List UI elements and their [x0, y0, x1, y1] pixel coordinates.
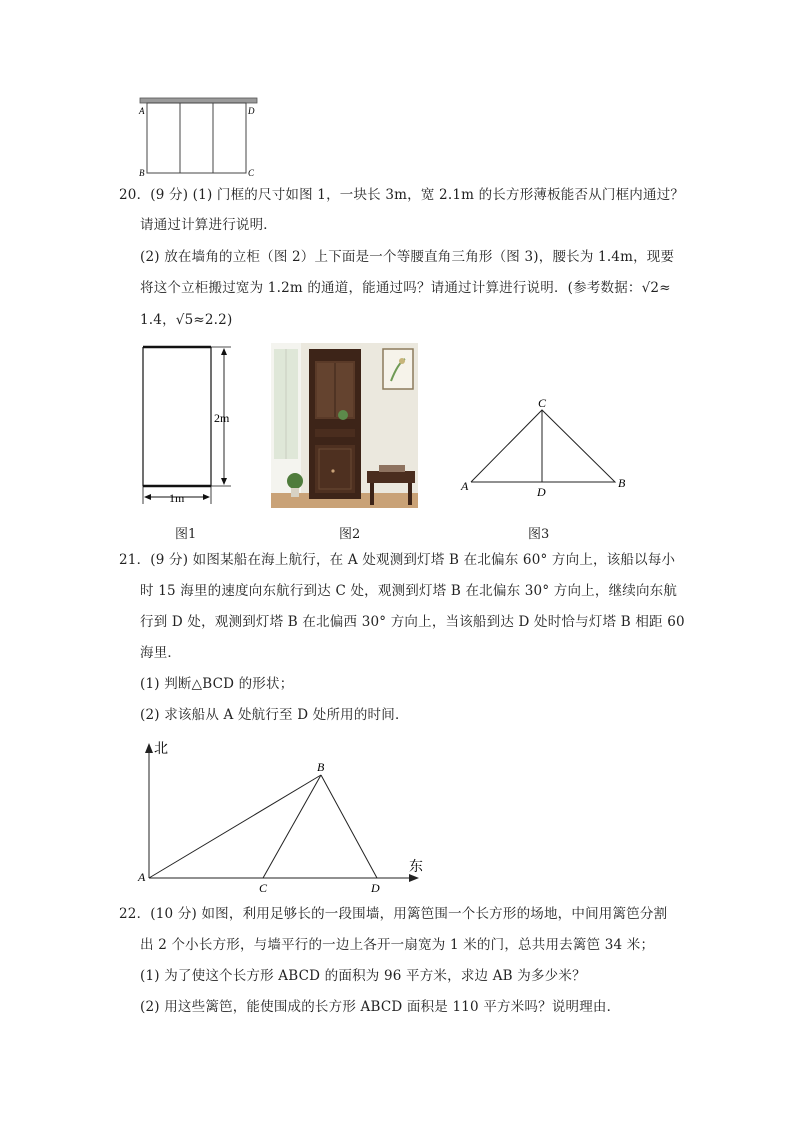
fence-label-d: D	[248, 106, 255, 116]
nav-label-d: D	[371, 881, 380, 895]
q22-part-1: (1) 为了使这个长方形 ABCD 的面积为 96 平方米，求边 AB 为多少米？	[140, 968, 586, 984]
figure-2-caption: 图2	[339, 527, 361, 542]
q21-line-3: 行到 D 处，观测到灯塔 B 在北偏西 30° 方向上，当该船到达 D 处时恰与灯塔 B 相距 60	[140, 614, 685, 630]
cabinet-illustration	[271, 343, 418, 508]
q21-line-4: 海里．	[140, 645, 182, 661]
q20-line-5: 1.4，√5≈2.2)	[140, 312, 233, 328]
nav-label-c: C	[259, 881, 268, 895]
width-label: 1m	[169, 491, 185, 505]
fence-label-c: C	[248, 168, 255, 178]
figure-1-door-frame	[135, 340, 250, 512]
fence-label-b: B	[139, 168, 145, 178]
tri-label-a: A	[461, 479, 469, 493]
q20-line-4: 将这个立柜搬过宽为 1.2m 的通道，能通过吗？请通过计算进行说明．(参考数据：√2≈	[140, 280, 671, 296]
wall-bar	[140, 98, 257, 103]
figure-2-cabinet-photo	[271, 343, 418, 508]
q21-part-2: (2) 求该船从 A 处航行至 D 处所用的时间．	[140, 707, 409, 723]
q22-part-2: (2) 用这些篱笆，能使围成的长方形 ABCD 面积是 110 平方米吗？说明理由．	[140, 999, 621, 1015]
figure-3-triangle	[455, 393, 635, 503]
q21-line-2: 时 15 海里的速度向东航行到达 C 处，观测到灯塔 B 在北偏东 30° 方向上，继续向东航	[140, 583, 678, 599]
figure-1-caption: 图1	[175, 527, 197, 542]
navigation-figure	[135, 735, 435, 895]
height-label: 2m	[214, 411, 230, 425]
nav-label-a: A	[138, 870, 146, 884]
q22-line-2: 出 2 个小长方形，与墙平行的一边上各开一扇宽为 1 米的门，总共用去篱笆 34 米；	[140, 937, 655, 953]
q22-line-1: 22．(10 分) 如图，利用足够长的一段围墙，用篱笆围一个长方形的场地，中间用篱笆分割	[119, 906, 668, 922]
q21-line-1: 21．(9 分) 如图某船在海上航行，在 A 处观测到灯塔 B 在北偏东 60° 方向上，该船以每小	[119, 552, 676, 568]
fence-label-a: A	[139, 106, 145, 116]
q20-line-1: 20．(9 分) (1) 门框的尺寸如图 1，一块长 3m，宽 2.1m 的长方形薄板能否从门框内通过？	[119, 187, 685, 203]
tri-label-b: B	[618, 476, 626, 490]
nav-label-b: B	[317, 760, 325, 774]
tri-label-c: C	[538, 396, 547, 410]
q20-line-2: 请通过计算进行说明．	[140, 217, 277, 233]
north-label: 北	[154, 742, 168, 757]
q21-part-1: (1) 判断△BCD 的形状；	[140, 676, 294, 692]
fence-figure	[130, 92, 270, 182]
east-label: 东	[409, 860, 423, 875]
fence-rectangle	[147, 103, 246, 173]
q20-line-3: (2) 放在墙角的立柜（图 2）上下面是一个等腰直角三角形（图 3)，腰长为 1.4m，现要	[140, 249, 675, 265]
tri-label-d: D	[537, 485, 546, 499]
figure-3-caption: 图3	[528, 527, 550, 542]
